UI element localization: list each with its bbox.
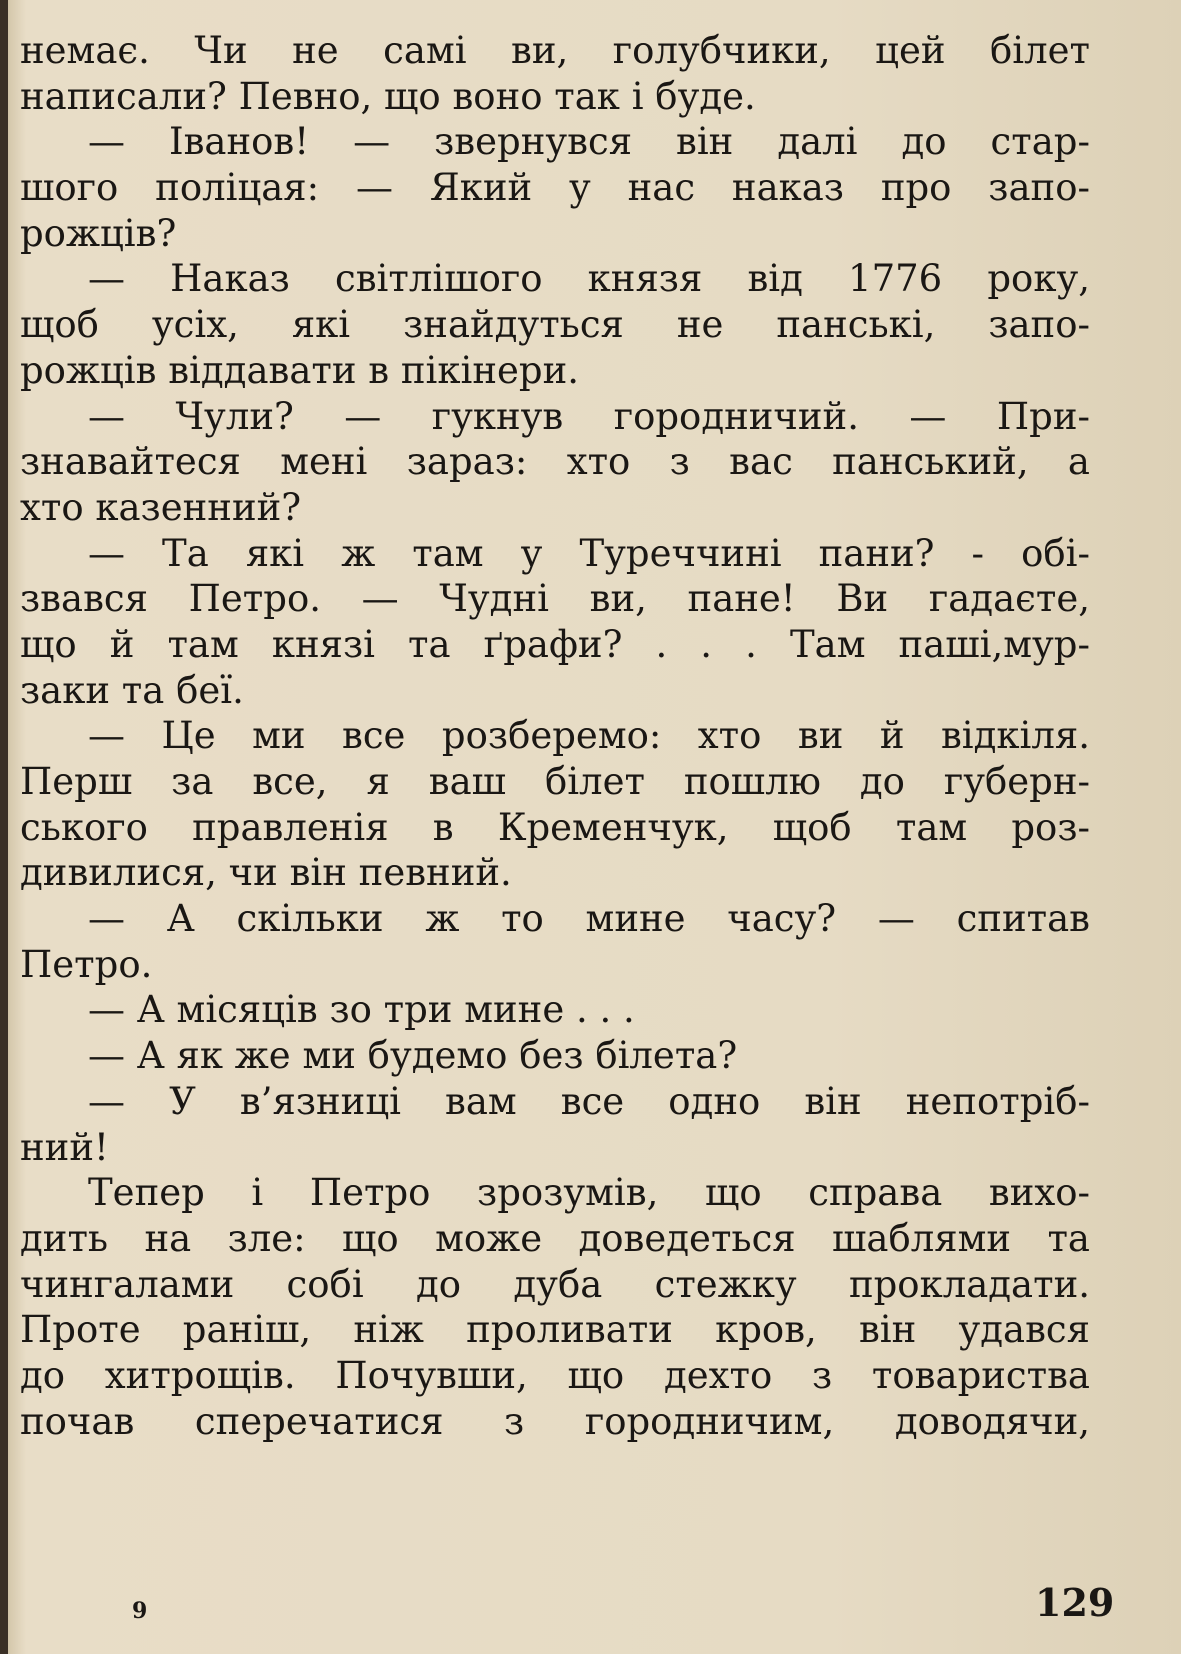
text-line: заки та беї.	[20, 668, 244, 712]
page-number: 129	[1035, 1580, 1115, 1625]
text-line: — Наказ світлішого князя від 1776 року,	[88, 257, 1090, 301]
text-line: дивилися, чи він певний.	[20, 851, 512, 895]
text-line: почав сперечатися з городничим, доводячи,	[20, 1399, 1090, 1443]
text-line: дить на зле: що може доведеться шаблями та	[20, 1216, 1090, 1260]
text-line: шого поліцая: — Який у нас наказ про запо-	[20, 166, 1090, 210]
text-line: Петро.	[20, 942, 153, 986]
text-line: хто казенний?	[20, 485, 302, 529]
text-line: чингалами собі до дуба стежку прокладати.	[20, 1262, 1090, 1306]
body-text	[20, 28, 1090, 1444]
text-line: звався Петро. — Чудні ви, пане! Ви гадаєте,	[20, 577, 1090, 621]
text-line: немає. Чи не самі ви, голубчики, цей білет	[20, 29, 1090, 72]
text-line: знавайтеся мені зараз: хто з вас панський, а	[20, 440, 1090, 484]
text-line: щоб усіх, які знайдуться не панські, запо-	[20, 303, 1090, 347]
text-line: — А як же ми будемо без білета?	[88, 1034, 738, 1078]
text-line: — Іванов! — звернувся він далі до стар-	[88, 120, 1090, 164]
text-line: Тепер і Петро зрозумів, що справа вихо-	[88, 1171, 1090, 1215]
text-line: рожців?	[20, 211, 177, 255]
text-line: ний!	[20, 1125, 109, 1169]
text-line: — А скільки ж то мине часу? — спитав	[88, 897, 1090, 941]
text-line: Проте раніш, ніж проливати кров, він удався	[20, 1308, 1090, 1352]
page-footer	[0, 1580, 1181, 1640]
signature-mark: 9	[132, 1598, 148, 1624]
text-line: ського правленія в Кременчук, щоб там роз-	[20, 805, 1090, 849]
text-line: рожців віддавати в пікінери.	[20, 348, 579, 392]
text-line: — Та які ж там у Туреччині пани? - обі-	[88, 531, 1090, 575]
text-line: до хитрощів. Почувши, що дехто з товариства	[20, 1353, 1090, 1397]
text-line: — А місяців зо три мине . . .	[88, 988, 635, 1032]
text-line: — Це ми все розберемо: хто ви й відкіля.	[88, 714, 1090, 758]
text-line: написали? Певно, що воно так і буде.	[20, 74, 756, 118]
text-line: Перш за все, я ваш білет пошлю до губерн-	[20, 760, 1090, 803]
book-spine	[0, 0, 8, 1654]
text-line: — У в’язниці вам все одно він непотріб-	[88, 1079, 1090, 1123]
text-line: — Чули? — гукнув городничий. — При-	[88, 394, 1090, 438]
text-line: що й там князі та ґрафи? . . . Там паші,мур-	[20, 622, 1090, 666]
